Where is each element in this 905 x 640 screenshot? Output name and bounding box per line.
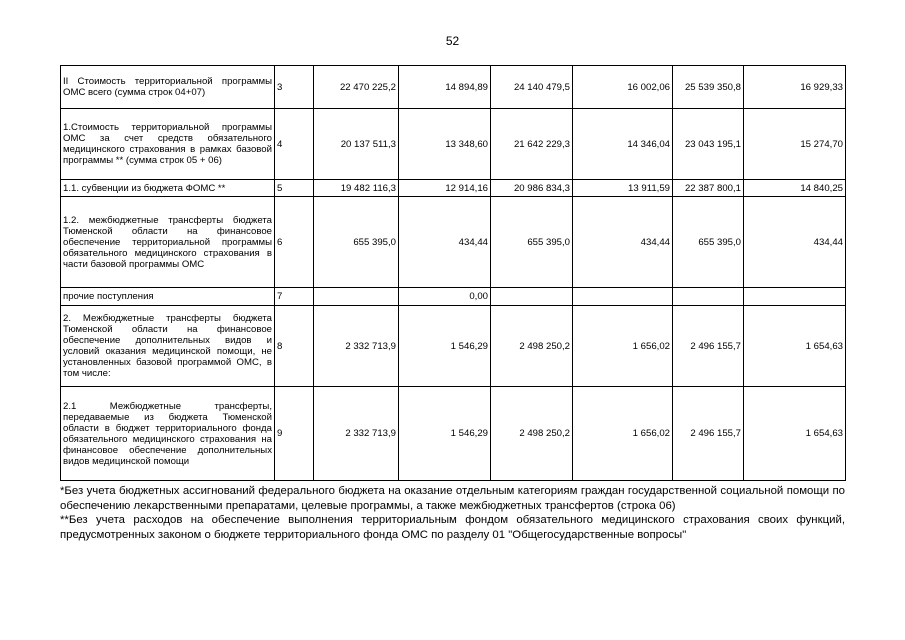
cell-value: 22 387 800,1: [673, 180, 744, 197]
cell-value: 14 346,04: [573, 109, 673, 180]
cell-value: 23 043 195,1: [673, 109, 744, 180]
footnotes: [60, 484, 845, 542]
row-label: 2. Межбюджетные трансферты бюджета Тюменской области на финансовое обеспечение дополнительных видов и условий оказания медицинской помощи, не установленных базовой программой ОМС, в том числе:: [61, 306, 275, 387]
row-code: 8: [275, 306, 314, 387]
row-label: 2.1 Межбюджетные трансферты, передаваемые из бюджета Тюменской области в бюджет территориального фонда обязательного медицинского страхования на финансовое обеспечение дополнительных видов медицинской помощи: [61, 387, 275, 481]
cell-value: 22 470 225,2: [314, 66, 399, 109]
cell-value: 13 348,60: [399, 109, 491, 180]
cell-value: 19 482 116,3: [314, 180, 399, 197]
row-code: 3: [275, 66, 314, 109]
cell-value: [573, 288, 673, 306]
row-label: прочие поступления: [61, 288, 275, 306]
table-row: [61, 306, 846, 387]
cell-value: 2 498 250,2: [491, 387, 573, 481]
page-number: 52: [445, 34, 460, 48]
cell-value: 655 395,0: [314, 197, 399, 288]
cell-value: 12 914,16: [399, 180, 491, 197]
cell-value: 16 002,06: [573, 66, 673, 109]
cell-value: 1 656,02: [573, 306, 673, 387]
table-row: [61, 197, 846, 288]
row-label: 1.Стоимость территориальной программы ОМС за счет средств обязательного медицинского страхования в рамках базовой программы ** (сумма строк 05 + 06): [61, 109, 275, 180]
cell-value: [314, 288, 399, 306]
row-code: 5: [275, 180, 314, 197]
table-row: [61, 387, 846, 481]
row-code: 7: [275, 288, 314, 306]
cell-value: 655 395,0: [673, 197, 744, 288]
cell-value: [673, 288, 744, 306]
table-row: [61, 109, 846, 180]
footnote-2: **Без учета расходов на обеспечение выполнения территориальным фондом обязательного медицинского страхования своих функций, предусмотренных законом о бюджете территориального фонда ОМС по разделу 01 "Общегосударственные вопросы": [60, 514, 845, 541]
cell-value: [744, 288, 846, 306]
cell-value: 434,44: [573, 197, 673, 288]
cell-value: 2 498 250,2: [491, 306, 573, 387]
cell-value: 2 332 713,9: [314, 306, 399, 387]
cell-value: 655 395,0: [491, 197, 573, 288]
cell-value: 20 986 834,3: [491, 180, 573, 197]
row-label: 1.1. субвенции из бюджета ФОМС **: [61, 180, 275, 197]
cell-value: 15 274,70: [744, 109, 846, 180]
cell-value: 1 656,02: [573, 387, 673, 481]
cell-value: [491, 288, 573, 306]
cell-value: 0,00: [399, 288, 491, 306]
cell-value: 14 894,89: [399, 66, 491, 109]
cell-value: 20 137 511,3: [314, 109, 399, 180]
table-row: [61, 288, 846, 306]
cell-value: 16 929,33: [744, 66, 846, 109]
cell-value: 1 546,29: [399, 387, 491, 481]
cell-value: 2 496 155,7: [673, 387, 744, 481]
row-code: 9: [275, 387, 314, 481]
cell-value: 2 496 155,7: [673, 306, 744, 387]
row-code: 4: [275, 109, 314, 180]
cell-value: 434,44: [744, 197, 846, 288]
cell-value: 14 840,25: [744, 180, 846, 197]
cell-value: 24 140 479,5: [491, 66, 573, 109]
row-label: 1.2. межбюджетные трансферты бюджета Тюменской области на финансовое обеспечение территориальной программы обязательного медицинского страхования в части базовой программы ОМС: [61, 197, 275, 288]
table-row: [61, 180, 846, 197]
cell-value: 1 546,29: [399, 306, 491, 387]
footnote-1: *Без учета бюджетных ассигнований федерального бюджета на оказание отдельным категориям граждан государственной социальной помощи по обеспечению лекарственными препаратами, целевые программы, а также межбюджетных трансфертов (строка 06): [60, 485, 845, 512]
cell-value: 1 654,63: [744, 306, 846, 387]
cell-value: 2 332 713,9: [314, 387, 399, 481]
row-label: II Стоимость территориальной программы ОМС всего (сумма строк 04+07): [61, 66, 275, 109]
cell-value: 21 642 229,3: [491, 109, 573, 180]
cell-value: 1 654,63: [744, 387, 846, 481]
cell-value: 13 911,59: [573, 180, 673, 197]
cell-value: 434,44: [399, 197, 491, 288]
budget-table: [60, 65, 846, 481]
cell-value: 25 539 350,8: [673, 66, 744, 109]
row-code: 6: [275, 197, 314, 288]
table-row: [61, 66, 846, 109]
